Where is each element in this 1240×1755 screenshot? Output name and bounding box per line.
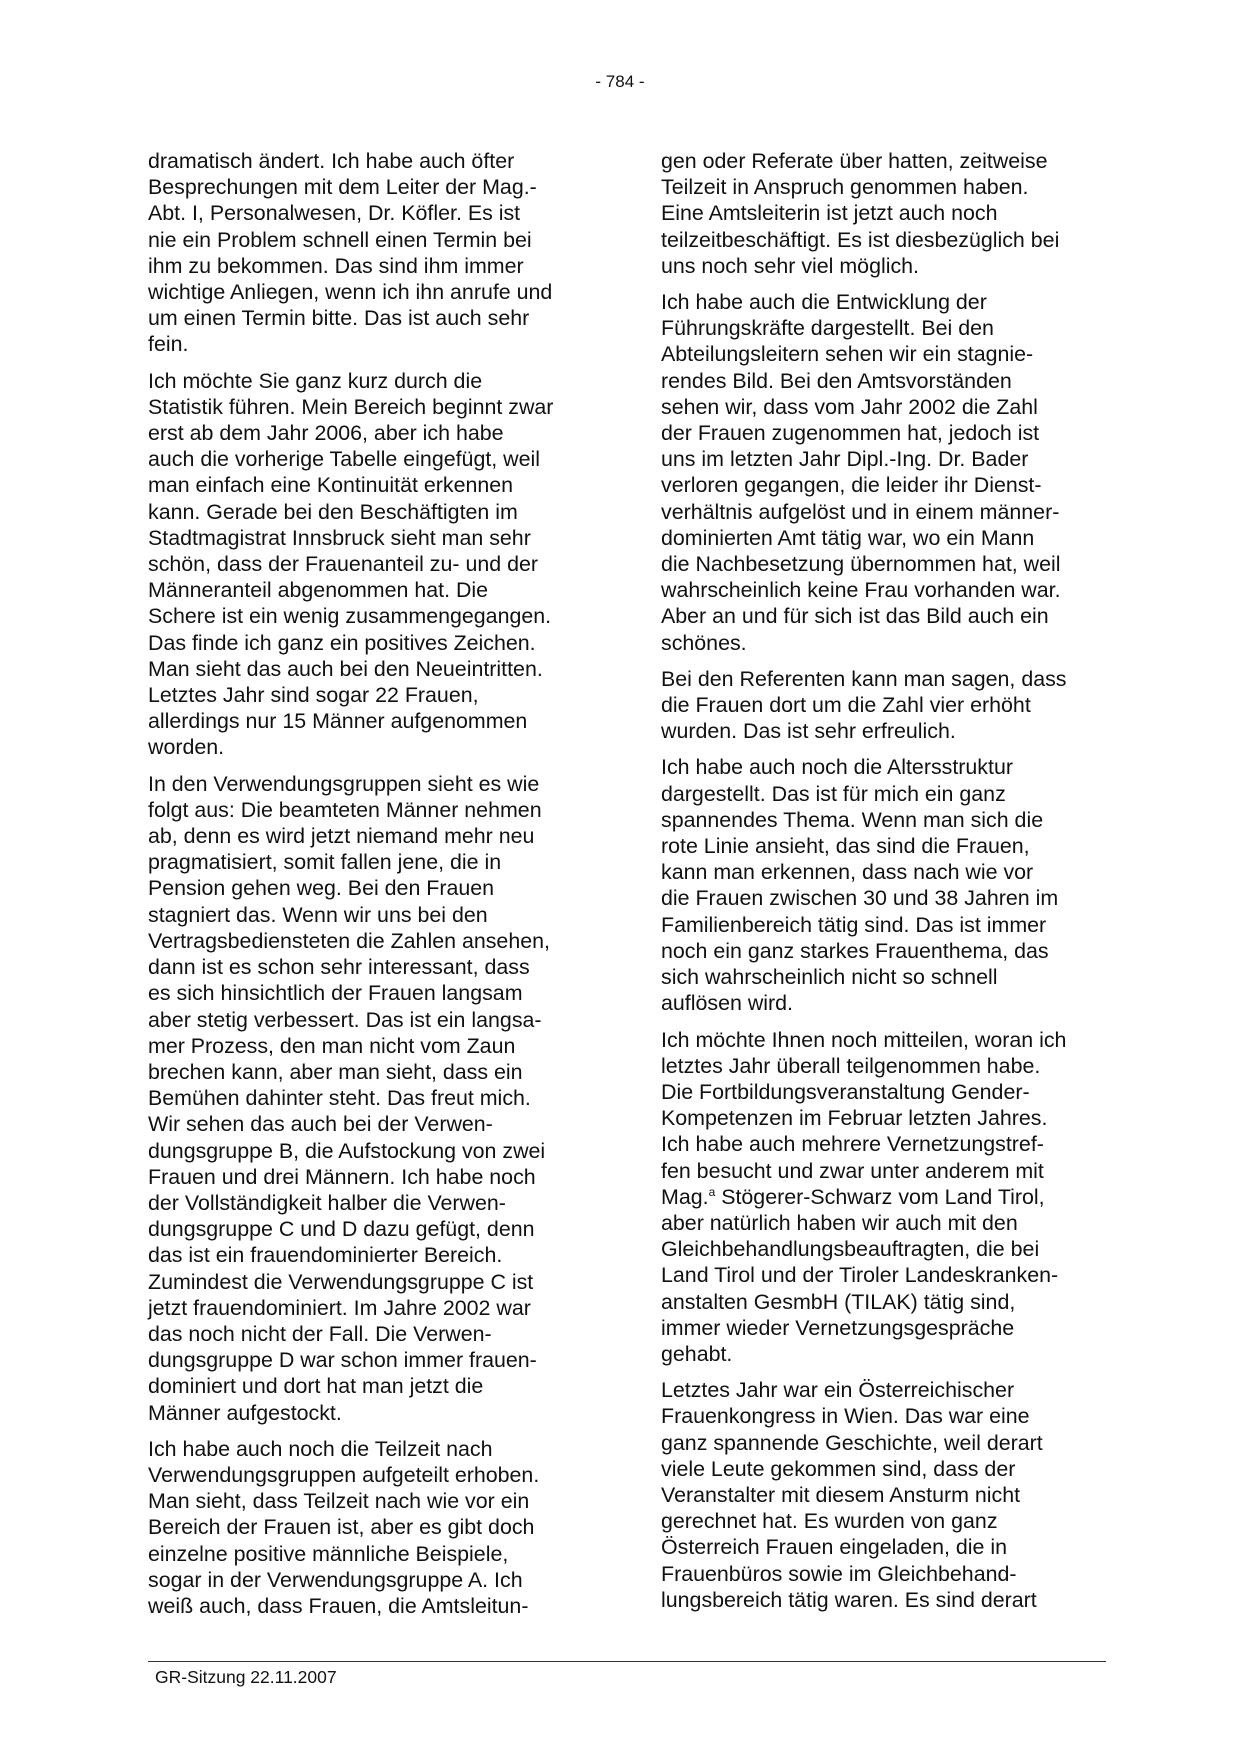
- right-paragraph-3: Bei den Referenten kann man sagen, dass die Frauen dort um die Zahl vier erhöht wurden. Das ist sehr erfreulich.: [661, 666, 1067, 744]
- right-paragraph-5-text-b: Stögerer-Schwarz vom Land Tirol, aber natürlich haben wir auch mit den Gleichbehandlungsbeauftragten, die bei Land Tirol und der Tiroler Landeskranken- anstalten GesmbH (TILAK) tätig sind, immer wieder Vernetzungsgespräche gehabt.: [661, 1184, 1059, 1366]
- left-paragraph-1: dramatisch ändert. Ich habe auch öfter Besprechungen mit dem Leiter der Mag.- Abt. I, Personalwesen, Dr. Köfler. Es ist nie ein Problem schnell einen Termin bei ihm zu bekommen. Das sind ihm immer wichtige Anliegen, wenn ich ihn anrufe und um einen Termin bitte. Das ist auch sehr fein.: [148, 149, 553, 357]
- footer-session-date: GR-Sitzung 22.11.2007: [155, 1667, 337, 1687]
- right-paragraph-1: gen oder Referate über hatten, zeitweise Teilzeit in Anspruch genommen haben. Eine Amtsleiterin ist jetzt auch noch teilzeitbeschäftigt. Es ist diesbezüglich bei uns noch sehr viel möglich.: [661, 149, 1060, 278]
- left-paragraph-4: Ich habe auch noch die Teilzeit nach Verwendungsgruppen aufgeteilt erhoben. Man sieht, dass Teilzeit nach wie vor ein Bereich der Frauen ist, aber es gibt doch einzelne positive männliche Beispiele, sogar in der Verwendungsgruppe A. Ich weiß auch, dass Frauen, die Amtsleitun-: [148, 1436, 540, 1618]
- left-paragraph-3: In den Verwendungsgruppen sieht es wie folgt aus: Die beamteten Männer nehmen ab, denn es wird jetzt niemand mehr neu pragmatisiert, somit fallen jene, die in Pension gehen weg. Bei den Frauen stagniert das. Wenn wir uns bei den Vertragsbediensteten die Zahlen ansehen, dann ist es schon sehr interessant, dass es sich hinsichtlich der Frauen langsam aber stetig verbessert. Das ist ein langsa- mer Prozess, den man nicht vom Zaun brechen kann, aber man sieht, dass ein Bemühen dahinter steht. Das freut mich. Wir sehen das auch bei der Verwen- dungsgruppe B, die Aufstockung von zwei Frauen und drei Männern. Ich habe noch der Vollständigkeit halber die Verwen- dungsgruppe C und D dazu gefügt, denn das ist ein frauendominierter Bereich. Zumindest die Verwendungsgruppe C ist jetzt frauendominiert. Im Jahre 2002 war das noch nicht der Fall. Die Verwen- dungsgruppe D war schon immer frauen- dominiert und dort hat man jetzt die Männer aufgestockt.: [148, 771, 550, 1425]
- right-paragraph-5: [661, 1027, 1106, 1368]
- right-paragraph-5-text-a: Ich möchte Ihnen noch mitteilen, woran ich letztes Jahr überall teilgenommen habe. Die Fortbildungsveranstaltung Gender- Kompetenzen im Februar letzten Jahres. Ich habe auch mehrere Vernetzungstref- fen besucht und zwar unter anderem mit Mag.: [661, 1027, 1067, 1209]
- footer-divider: [148, 1661, 1106, 1662]
- right-paragraph-2: Ich habe auch die Entwicklung der Führungskräfte dargestellt. Bei den Abteilungsleitern sehen wir ein stagnie- rendes Bild. Bei den Amtsvorständen sehen wir, dass vom Jahr 2002 die Zahl der Frauen zugenommen hat, jedoch ist uns im letzten Jahr Dipl.-Ing. Dr. Bader verloren gegangen, die leider ihr Dienst- verhältnis aufgelöst und in einem männer- dominierten Amt tätig war, wo ein Mann die Nachbesetzung übernommen hat, weil wahrscheinlich keine Frau vorhanden war. Aber an und für sich ist das Bild auch ein schönes.: [661, 290, 1061, 655]
- left-paragraph-2: Ich möchte Sie ganz kurz durch die Statistik führen. Mein Bereich beginnt zwar erst ab dem Jahr 2006, aber ich habe auch die vorherige Tabelle eingefügt, weil man einfach eine Kontinuität erkennen kann. Gerade bei den Beschäftigten im Stadtmagistrat Innsbruck sieht man sehr schön, dass der Frauenanteil zu- und der Männeranteil abgenommen hat. Die Schere ist ein wenig zusammengegangen. Das finde ich ganz ein positives Zeichen. Man sieht das auch bei den Neueintritten. Letztes Jahr sind sogar 22 Frauen, allerdings nur 15 Männer aufgenommen worden.: [148, 368, 554, 760]
- superscript-a: a: [708, 1184, 716, 1199]
- right-text-column: [661, 148, 1106, 1623]
- left-text-column: [148, 148, 593, 1629]
- page-number: - 784 -: [595, 72, 645, 91]
- right-paragraph-6: Letztes Jahr war ein Österreichischer Frauenkongress in Wien. Das war eine ganz spannende Geschichte, weil derart viele Leute gekommen sind, dass der Veranstalter mit diesem Ansturm nicht gerechnet hat. Es wurden von ganz Österreich Frauen eingeladen, die in Frauenbüros sowie im Gleichbehand- lungsbereich tätig waren. Es sind derart: [661, 1378, 1043, 1612]
- right-paragraph-4: Ich habe auch noch die Altersstruktur dargestellt. Das ist für mich ein ganz spannendes Thema. Wenn man sich die rote Linie ansieht, das sind die Frauen, kann man erkennen, dass nach wie vor die Frauen zwischen 30 und 38 Jahren im Familienbereich tätig sind. Das ist immer noch ein ganz starkes Frauenthema, das sich wahrscheinlich nicht so schnell auflösen wird.: [661, 755, 1059, 1016]
